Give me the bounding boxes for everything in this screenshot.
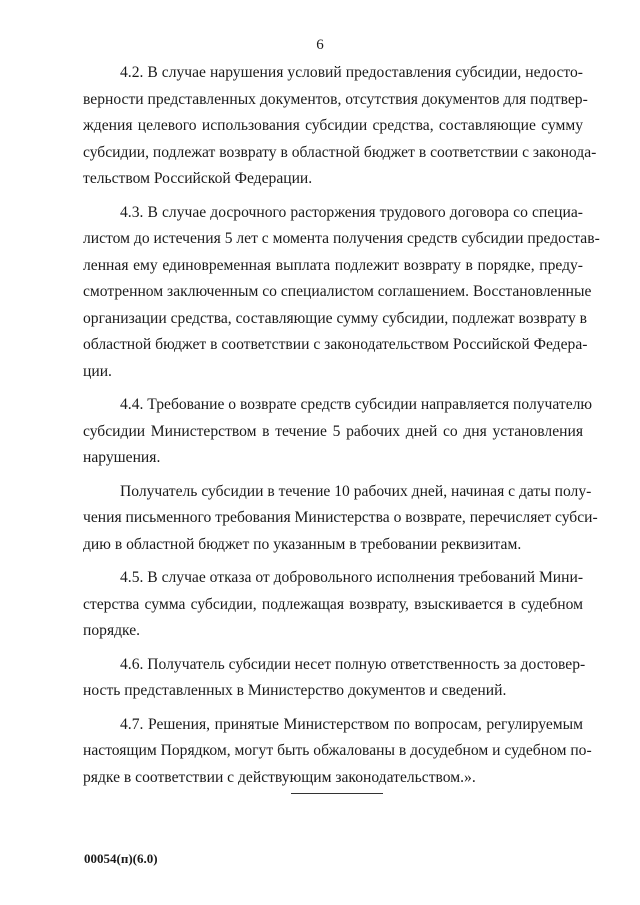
- text-line: ность представленных в Министерство документов и сведений.: [83, 682, 507, 699]
- text-line: стерства сумма субсидии, подлежащая возврату, взыскивается в судебном: [83, 595, 583, 613]
- text-line: 4.2. В случае нарушения условий предоставления субсидии, недосто-: [120, 64, 583, 81]
- paragraph-4-2: [83, 60, 597, 193]
- paragraph-4-7: [83, 712, 592, 792]
- page-number: 6: [316, 37, 324, 53]
- text-line: субсидии Министерством в течение 5 рабочих дней со дня установления: [83, 422, 583, 440]
- text-line: тельством Российской Федерации.: [83, 170, 313, 187]
- paragraph-4-4: [83, 392, 593, 472]
- text-line: настоящим Порядком, могут быть обжалованы в досудебном и судебном по-: [83, 742, 592, 759]
- paragraph-4-6: [83, 652, 586, 705]
- text-line: ции.: [83, 362, 112, 380]
- document-body: [83, 60, 600, 798]
- text-line: смотренном заключенным со специалистом соглашением. Восстановленные: [83, 283, 592, 300]
- end-separator-line: [291, 793, 383, 794]
- text-line: областной бюджет в соответствии с законодательством Российской Федера-: [83, 336, 588, 353]
- text-line: 4.3. В случае досрочного расторжения трудового договора со специа-: [120, 203, 583, 221]
- text-line: дию в областной бюджет по указанным в требовании реквизитам.: [83, 535, 522, 553]
- document-code: 00054(п)(6.0): [84, 851, 158, 866]
- text-line: организации средства, составляющие сумму субсидии, подлежат возврату в: [83, 309, 588, 327]
- text-line: верности представленных документов, отсутствия документов для подтвер-: [83, 90, 588, 108]
- text-line: 4.5. В случае отказа от добровольного исполнения требований Мини-: [120, 569, 584, 586]
- text-line: нарушения.: [83, 449, 161, 466]
- text-line: листом до истечения 5 лет с момента получения средств субсидии предостав-: [83, 230, 600, 247]
- paragraph-4-3: [83, 200, 600, 386]
- text-line: субсидии, подлежат возврату в областной бюджет в соответствии с законода-: [83, 143, 597, 161]
- text-line: Получатель субсидии в течение 10 рабочих дней, начиная с даты полу-: [120, 482, 592, 500]
- text-line: 4.4. Требование о возврате средств субсидии направляется получателю: [120, 396, 593, 413]
- paragraph-4-5: [83, 565, 583, 645]
- text-line: порядке.: [83, 622, 141, 639]
- text-line: рядке в соответствии с действующим законодательством.».: [83, 768, 476, 786]
- text-line: 4.6. Получатель субсидии несет полную ответственность за достовер-: [120, 655, 586, 673]
- text-line: 4.7. Решения, принятые Министерством по вопросам, регулируемым: [120, 715, 583, 733]
- paragraph-recipient-return: [83, 479, 598, 559]
- text-line: ждения целевого использования субсидии средства, составляющие сумму: [83, 117, 583, 134]
- text-line: чения письменного требования Министерства о возврате, перечисляет субси-: [83, 509, 598, 526]
- text-line: ленная ему единовременная выплата подлежит возврату в порядке, преду-: [83, 256, 583, 274]
